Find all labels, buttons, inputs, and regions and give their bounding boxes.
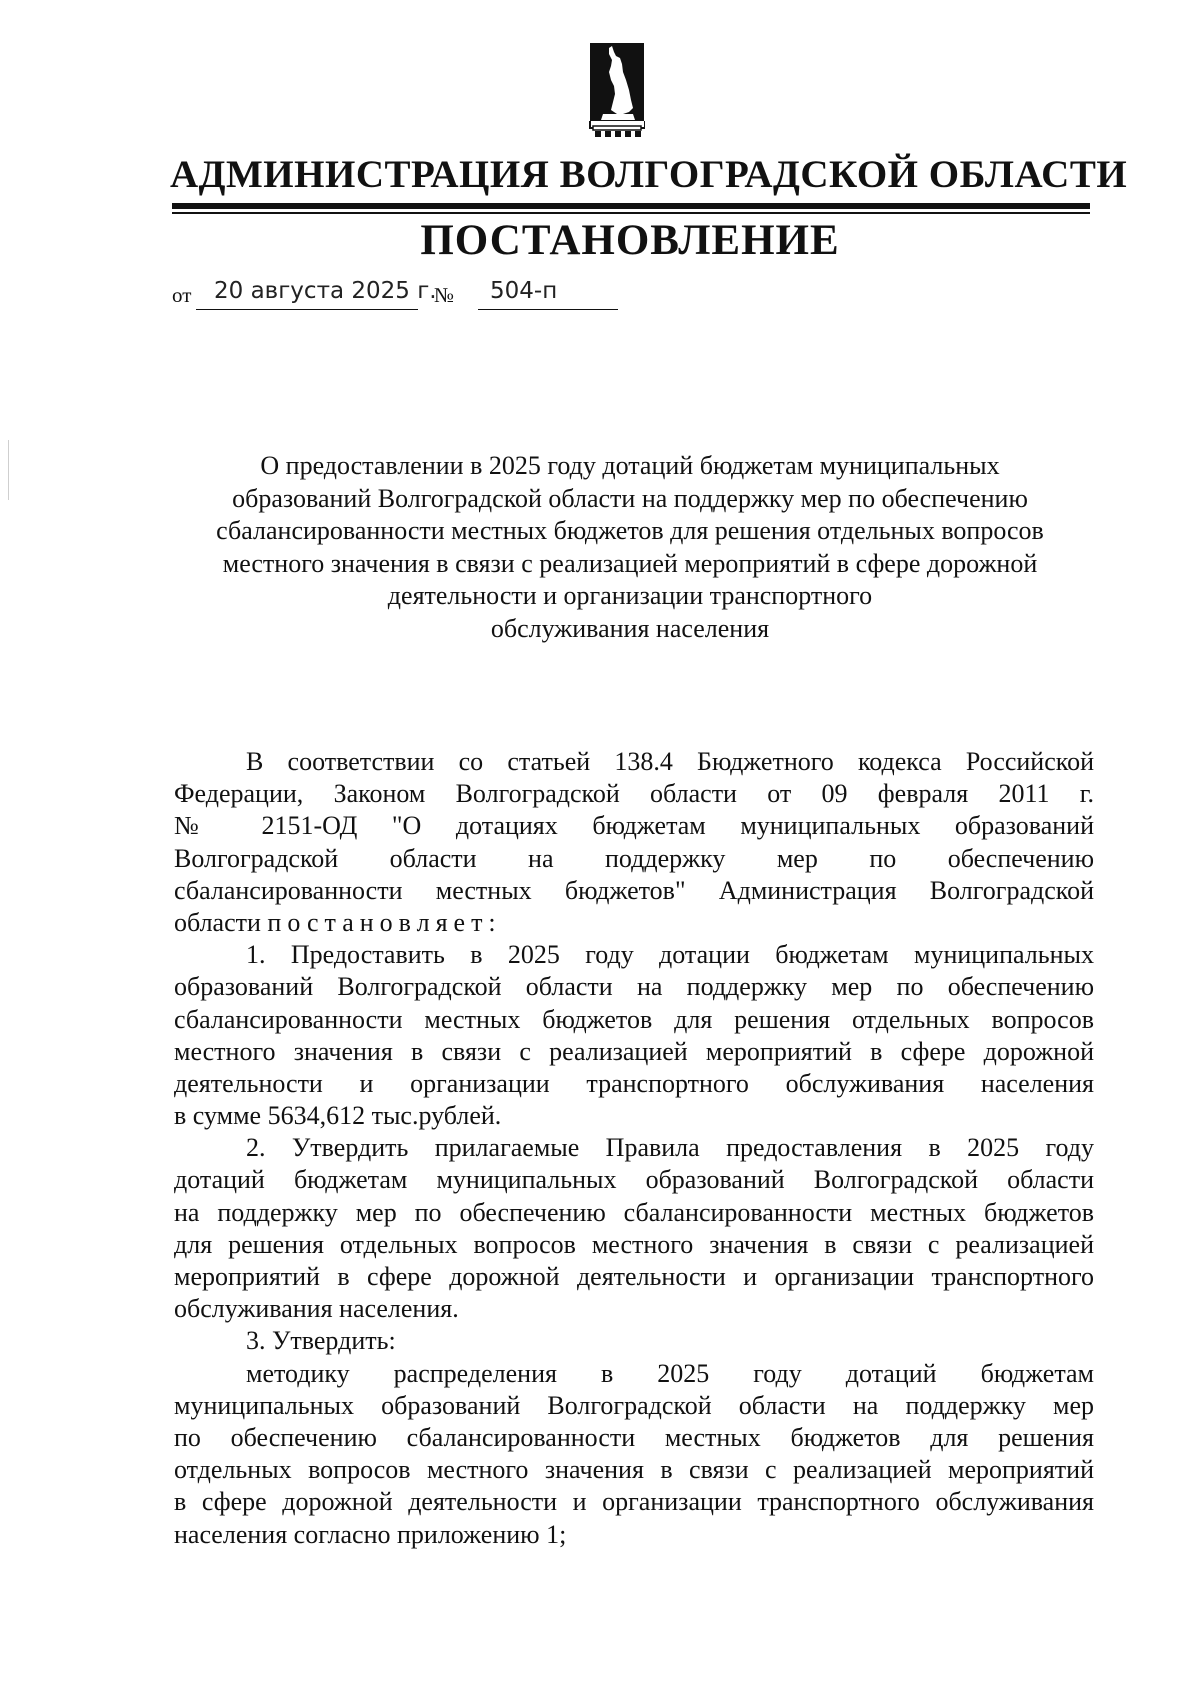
volgograd-emblem-icon bbox=[589, 42, 645, 140]
item2-line: 2. Утвердить прилагаемые Правила предоставления в 2025 году bbox=[246, 1133, 1094, 1163]
number-label: № bbox=[434, 283, 455, 307]
document-type: ПОСТАНОВЛЕНИЕ bbox=[420, 217, 840, 264]
title-line: О предоставлении в 2025 году дотаций бюджетам муниципальных bbox=[260, 451, 1000, 480]
dateline bbox=[172, 272, 632, 312]
preamble-line: Федерации, Законом Волгоградской области от 09 февраля 2011 г. bbox=[174, 779, 1094, 809]
date-underline bbox=[196, 309, 418, 310]
document-title bbox=[170, 450, 1090, 645]
document-body bbox=[174, 746, 1094, 1551]
title-line: деятельности и организации транспортного bbox=[387, 581, 873, 610]
preamble-line: Волгоградской области на поддержку мер по обеспечению bbox=[174, 843, 1094, 873]
item3-line: по обеспечению сбалансированности местных бюджетов для решения bbox=[174, 1422, 1094, 1452]
item1-line: образований Волгоградской области на поддержку мер по обеспечению bbox=[174, 972, 1094, 1002]
number-underline bbox=[478, 309, 618, 310]
title-line: обслуживания населения bbox=[490, 613, 770, 643]
preamble-line: № 2151-ОД "О дотациях бюджетам муниципальных образований bbox=[174, 811, 1094, 841]
item1-line: местного значения в связи с реализацией мероприятий в сфере дорожной bbox=[174, 1036, 1094, 1066]
item2-line: для решения отдельных вопросов местного значения в связи с реализацией bbox=[174, 1229, 1094, 1259]
item1-line: в сумме 5634,612 тыс.рублей. bbox=[174, 1101, 502, 1131]
resolves-word: постановляет: bbox=[267, 907, 502, 937]
title-line: образований Волгоградской области на поддержку мер по обеспечению bbox=[232, 483, 1028, 513]
document-number: 504-п bbox=[490, 278, 558, 304]
item3-line: методику распределения в 2025 году дотаций бюджетам bbox=[246, 1358, 1094, 1388]
item3-line: населения согласно приложению 1; bbox=[174, 1519, 567, 1549]
item2-line: обслуживания населения. bbox=[174, 1294, 459, 1324]
item3-line: в сфере дорожной деятельности и организации транспортного обслуживания bbox=[174, 1487, 1094, 1517]
document-date: 20 августа 2025 г. bbox=[214, 278, 437, 304]
item1-line: 1. Предоставить в 2025 году дотации бюджетам муниципальных bbox=[246, 940, 1094, 970]
preamble-closing-line bbox=[174, 907, 1094, 939]
item2-line: мероприятий в сфере дорожной деятельности и организации транспортного bbox=[174, 1262, 1094, 1291]
agency-name: АДМИНИСТРАЦИЯ ВОЛГОГРАДСКОЙ ОБЛАСТИ bbox=[170, 153, 1128, 196]
title-line: сбалансированности местных бюджетов для решения отдельных вопросов bbox=[216, 516, 1044, 545]
from-label: от bbox=[172, 283, 192, 307]
item2-line: дотаций бюджетам муниципальных образований Волгоградской области bbox=[174, 1165, 1094, 1195]
item3-line: отдельных вопросов местного значения в связи с реализацией мероприятий bbox=[174, 1455, 1094, 1485]
header-rule-thick bbox=[172, 203, 1090, 209]
preamble-end: области bbox=[174, 907, 261, 937]
item1-line: сбалансированности местных бюджетов для решения отдельных вопросов bbox=[174, 1004, 1094, 1034]
title-line: местного значения в связи с реализацией мероприятий в сфере дорожной bbox=[222, 548, 1038, 578]
item3-heading: 3. Утвердить: bbox=[246, 1326, 396, 1356]
preamble-line: В соответствии со статьей 138.4 Бюджетного кодекса Российской bbox=[246, 747, 1094, 776]
item1-line: деятельности и организации транспортного обслуживания населения bbox=[174, 1068, 1094, 1098]
header-rule-thin bbox=[172, 212, 1090, 214]
item2-line: на поддержку мер по обеспечению сбалансированности местных бюджетов bbox=[174, 1197, 1094, 1227]
scan-artifact bbox=[8, 440, 9, 500]
item3-line: муниципальных образований Волгоградской области на поддержку мер bbox=[174, 1390, 1094, 1420]
preamble-line: сбалансированности местных бюджетов" Администрация Волгоградской bbox=[174, 875, 1094, 905]
